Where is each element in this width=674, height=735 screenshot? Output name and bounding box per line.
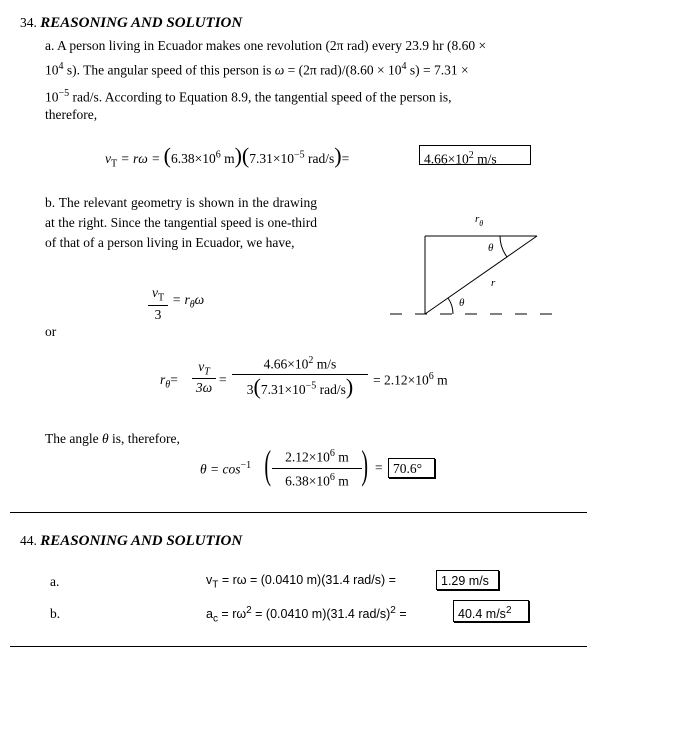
v: v: [206, 573, 213, 587]
exponent: 2: [505, 605, 512, 616]
text: = rω: [217, 607, 247, 622]
unit: m: [433, 372, 448, 388]
part-b-equation: [206, 606, 407, 625]
subscript: c: [212, 613, 218, 625]
answer-box-angle: 70.6°: [388, 458, 435, 478]
part-b-paragraph: b. The relevant geometry is shown in the drawing at the right. Since the tangential speed is one-third of that of a person living in Ecuador, we have,: [45, 195, 317, 250]
part-a-equation: [206, 574, 396, 591]
omega: ω: [274, 62, 285, 78]
unit: rad/s: [316, 381, 346, 397]
eq2-equals: =: [219, 372, 227, 387]
label-theta-top: θ: [488, 242, 494, 254]
fraction-vt-over-3: [148, 286, 168, 322]
a: a: [206, 607, 213, 622]
subscript: T: [157, 292, 165, 304]
exponent: −1: [240, 460, 252, 471]
exponent: 6: [329, 471, 335, 483]
unit: rad/s: [304, 151, 335, 166]
coefficient: 3: [246, 381, 254, 397]
text: 10: [45, 89, 59, 105]
answer-box-speed: 1.29 m/s: [436, 570, 499, 590]
label-r: r: [491, 277, 496, 289]
problem-44-heading: [20, 534, 242, 550]
denominator: 3: [154, 307, 162, 323]
subscript: θ: [165, 379, 171, 391]
answer-box-tangential-speed: [419, 145, 531, 165]
text: =: [395, 607, 407, 622]
text: = (0.0410 m)(31.4 rad/s): [251, 607, 391, 622]
divider: [10, 512, 587, 513]
exponent: 2: [390, 605, 396, 616]
exponent: 6: [215, 149, 221, 161]
problem-number: 34.: [20, 15, 37, 30]
text: = rω =: [117, 151, 164, 166]
r: r: [160, 372, 166, 387]
problem-34-heading: [20, 16, 242, 32]
exponent: −5: [305, 380, 317, 392]
denominator: 7.31×10: [260, 381, 306, 397]
unit: m/s: [473, 151, 497, 167]
text: is, therefore,: [108, 431, 180, 446]
eq3-paren-right: ): [361, 442, 368, 487]
answer: 40.4 m/s: [458, 607, 506, 622]
unit: m: [220, 151, 235, 166]
equals: =: [341, 151, 350, 166]
problem-number: 44.: [20, 533, 37, 548]
text: = r: [172, 292, 190, 307]
exponent: 6: [329, 448, 335, 459]
or-text: or: [45, 324, 57, 339]
text: therefore,: [45, 107, 98, 122]
factor-2: 7.31×10: [249, 151, 294, 166]
equals: =: [170, 372, 178, 387]
exponent: −5: [294, 149, 305, 161]
denominator: 6.38×10: [285, 473, 330, 489]
part-b-label: b.: [50, 606, 61, 621]
equation-tangential-speed: $v_T = r\omega = (6.38\times 10^6$ $m)(7.31\times 10^{-5}$ rad/s)=: [105, 143, 350, 170]
text: = (2π rad)/(8.60 × 10: [284, 62, 402, 78]
text: = rω = (0.0410 m)(31.4 rad/s) =: [218, 573, 396, 587]
denominator: 3ω: [195, 380, 213, 396]
factor-1: 6.38×10: [170, 151, 216, 166]
part-a-line-1: [45, 39, 595, 53]
text: 10: [45, 62, 59, 78]
v: v: [198, 359, 205, 374]
exponent: 2: [308, 355, 314, 366]
answer-box-acceleration: [453, 600, 529, 622]
part-a-line-3: [45, 89, 452, 105]
numerator: 2.12×10: [285, 449, 330, 465]
unit: m: [334, 449, 349, 465]
subscript: T: [111, 158, 118, 170]
subscript: T: [212, 579, 219, 591]
text: The angle: [45, 431, 102, 446]
theta-cos: θ = cos: [200, 461, 241, 477]
subscript: θ: [189, 299, 195, 311]
divider: [10, 646, 587, 647]
eq2-fraction-2: $4.66\times 10^2$ m/s $3(7.31\times 10^{-5}$ rad/s): [232, 356, 368, 398]
text: a. A person living in Ecuador makes one revolution (2π rad) every 23.9 hr (8.60 ×: [45, 38, 487, 53]
exponent: 2: [246, 605, 252, 616]
part-a-line-2: [45, 62, 469, 78]
eq2-fraction-1: [192, 360, 216, 395]
text: rad/s. According to Equation 8.9, the tangential speed of the person is,: [69, 89, 452, 105]
geometry-diagram: [385, 210, 570, 320]
result: = 2.12×10: [373, 372, 429, 388]
eq3-lhs: [200, 461, 251, 477]
unit: m/s: [313, 356, 337, 372]
part-a-label: a.: [50, 574, 60, 589]
label-theta-bottom: θ: [459, 297, 465, 309]
numerator: 4.66×10: [263, 356, 309, 372]
part-a-line-4: [45, 108, 97, 122]
exponent: 4: [58, 61, 64, 72]
eq2-lhs: [160, 373, 178, 391]
eq3-equals: =: [375, 460, 383, 475]
unit: m: [334, 473, 349, 489]
theta: θ: [101, 431, 109, 446]
eq3-fraction: [272, 449, 362, 488]
heading-text: REASONING AND SOLUTION: [40, 15, 243, 31]
v: v: [105, 151, 111, 166]
exponent: −5: [58, 88, 70, 99]
text: s). The angular speed of this person is: [63, 62, 275, 78]
v: v: [151, 285, 158, 300]
angle-text: [45, 432, 180, 446]
exponent: 2: [468, 150, 474, 161]
text: s) = 7.31 ×: [406, 62, 469, 78]
heading-text: REASONING AND SOLUTION: [40, 533, 243, 549]
eq3-paren-left: (: [264, 442, 271, 487]
exponent: 6: [428, 371, 434, 382]
omega: ω: [194, 292, 205, 307]
answer: 4.66×10: [424, 151, 469, 167]
eq2-result: [373, 372, 448, 388]
subscript: T: [204, 366, 210, 378]
label-r-theta: $r_\theta$: [475, 213, 484, 228]
exponent: 4: [401, 61, 407, 72]
fraction-rhs: [172, 293, 204, 311]
